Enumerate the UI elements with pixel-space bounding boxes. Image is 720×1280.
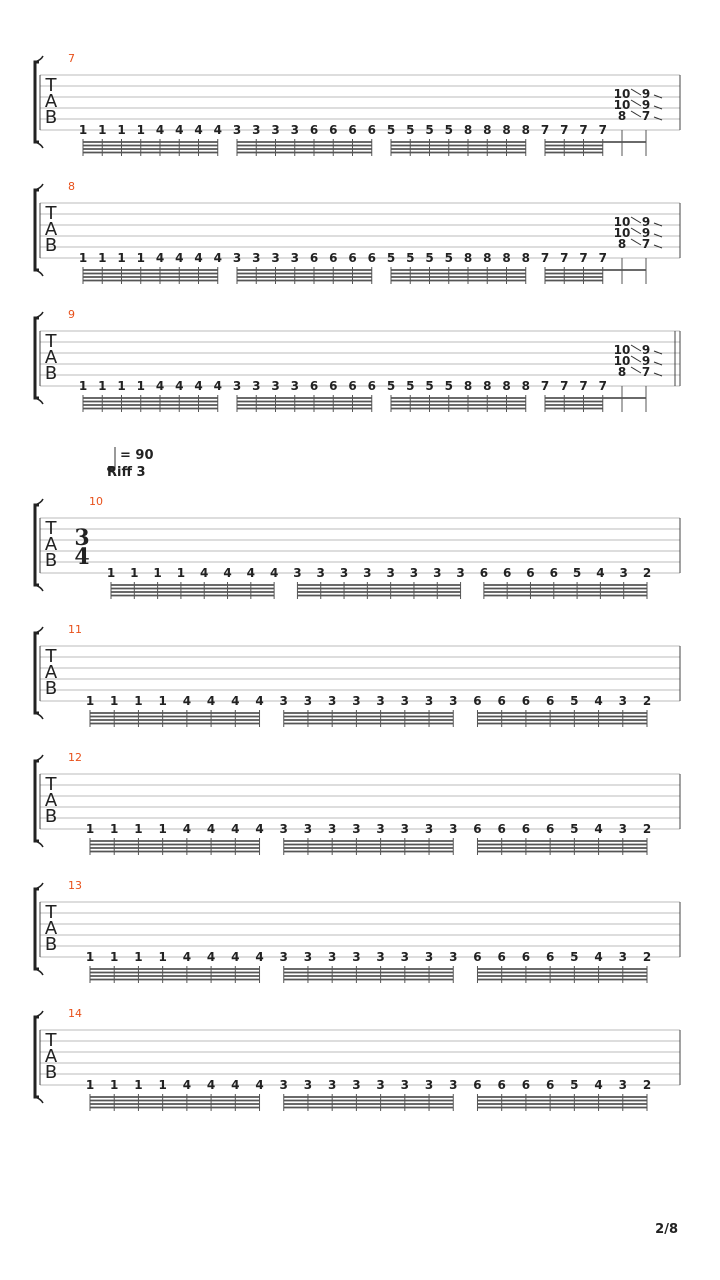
tab-note: 6: [545, 694, 555, 708]
tab-note: 4: [182, 1078, 192, 1092]
tab-note: 4: [206, 822, 216, 836]
tab-note: 6: [473, 950, 482, 964]
chord-fret: 8: [617, 237, 627, 251]
tab-clef-letter: A: [44, 1046, 58, 1067]
tab-note: 3: [400, 950, 410, 964]
slide-target-fret: 7: [641, 237, 651, 251]
tab-note: 3: [618, 950, 627, 964]
tab-note: 6: [329, 123, 338, 137]
tab-clef-letter: B: [44, 678, 58, 699]
tab-note: 3: [619, 566, 628, 580]
chord-fret: 10: [613, 343, 631, 357]
slide-mark: [631, 89, 641, 95]
slide-mark: [631, 367, 641, 373]
slide-target-fret: 9: [641, 354, 651, 368]
tab-note: 4: [206, 694, 216, 708]
tab-note: 4: [255, 950, 264, 964]
tab-clef-letter: T: [45, 203, 57, 224]
tab-note: 6: [521, 822, 531, 836]
tab-note: 5: [444, 251, 453, 265]
tab-note: 6: [348, 251, 357, 265]
tab-clef-letter: B: [44, 363, 58, 384]
tab-note: 1: [136, 123, 145, 137]
tab-note: 7: [540, 251, 550, 265]
tab-note: 6: [473, 1078, 482, 1092]
tab-note: 3: [386, 566, 395, 580]
tab-note: 3: [376, 1078, 385, 1092]
tab-note: 4: [594, 1078, 603, 1092]
tab-system: [35, 308, 680, 412]
tab-note: 1: [110, 694, 119, 708]
tab-note: 3: [252, 251, 261, 265]
tab-note: 8: [483, 123, 492, 137]
tab-note: 1: [85, 694, 95, 708]
tab-system: [35, 52, 680, 156]
tab-note: 6: [367, 251, 376, 265]
tab-note: 3: [232, 251, 242, 265]
tab-note: 4: [200, 566, 209, 580]
tab-note: 3: [424, 694, 434, 708]
tab-note: 1: [110, 822, 119, 836]
tempo-text: = 90: [120, 448, 154, 463]
tab-note: 7: [579, 251, 588, 265]
tab-note: 4: [155, 251, 165, 265]
tab-note: 4: [182, 950, 192, 964]
tab-note: 3: [303, 694, 313, 708]
tab-note: 5: [570, 950, 579, 964]
tab-note: 5: [425, 379, 434, 393]
slide-target-fret: 7: [641, 365, 651, 379]
tab-note: 4: [231, 950, 240, 964]
tab-note: 1: [117, 251, 126, 265]
tab-note: 8: [521, 379, 530, 393]
chord-fret: 8: [617, 365, 627, 379]
tab-note: 2: [642, 822, 652, 836]
tab-note: 4: [594, 822, 603, 836]
tab-note: 3: [449, 822, 458, 836]
tab-note: 1: [78, 123, 88, 137]
tab-note: 1: [158, 822, 167, 836]
tab-clef-letter: A: [44, 347, 58, 368]
tab-note: 4: [194, 251, 203, 265]
slide-mark: [631, 345, 641, 351]
tab-note: 7: [560, 123, 569, 137]
tab-note: 4: [194, 123, 203, 137]
tab-note: 5: [386, 379, 396, 393]
tab-note: 3: [316, 566, 325, 580]
tab-note: 2: [642, 694, 652, 708]
tab-note: 3: [352, 822, 361, 836]
tab-note: 6: [473, 822, 482, 836]
tab-note: 3: [400, 1078, 410, 1092]
tab-note: 4: [213, 251, 222, 265]
tab-note: 3: [279, 694, 288, 708]
tab-clef-letter: B: [44, 107, 58, 128]
tab-note: 6: [521, 950, 531, 964]
tab-clef-letter: B: [44, 1062, 58, 1083]
tab-note: 4: [231, 1078, 240, 1092]
tab-note: 3: [252, 379, 261, 393]
tab-note: 6: [521, 694, 531, 708]
tab-note: 5: [444, 379, 453, 393]
system-bracket: [35, 633, 39, 713]
tab-clef-letter: B: [44, 806, 58, 827]
tab-note: 3: [352, 950, 361, 964]
tab-note: 3: [327, 822, 337, 836]
chord-fret: 10: [613, 354, 631, 368]
system-bracket: [35, 505, 39, 585]
tab-note: 5: [570, 1078, 579, 1092]
tab-note: 6: [329, 251, 338, 265]
tab-note: 1: [98, 251, 107, 265]
tab-clef-letter: T: [45, 902, 57, 923]
tab-note: 5: [386, 123, 396, 137]
slide-target-fret: 9: [641, 98, 651, 112]
tab-note: 4: [182, 694, 192, 708]
tab-note: 2: [642, 566, 652, 580]
section-label: Riff 3: [107, 465, 146, 480]
tab-clef-letter: A: [44, 219, 58, 240]
tab-note: 8: [463, 379, 473, 393]
tab-note: 1: [134, 950, 143, 964]
tab-clef-letter: B: [44, 550, 58, 571]
tab-note: 3: [618, 1078, 627, 1092]
tab-note: 3: [449, 694, 458, 708]
tab-note: 1: [158, 694, 167, 708]
tab-note: 3: [290, 123, 299, 137]
tab-note: 4: [175, 251, 184, 265]
tab-note: 1: [78, 251, 88, 265]
chord-fret: 10: [613, 87, 631, 101]
tab-note: 4: [206, 1078, 216, 1092]
tab-note: 4: [596, 566, 605, 580]
tab-note: 4: [223, 566, 232, 580]
tab-note: 3: [252, 123, 261, 137]
measure-number: 13: [68, 879, 82, 892]
tab-note: 6: [329, 379, 338, 393]
tab-note: 1: [130, 566, 139, 580]
tab-note: 7: [598, 379, 607, 393]
tab-clef-letter: T: [45, 774, 57, 795]
tab-note: 6: [473, 694, 482, 708]
tab-note: 8: [502, 251, 511, 265]
tab-note: 5: [425, 251, 434, 265]
slide-mark: [631, 239, 641, 245]
tab-note: 6: [526, 566, 535, 580]
tab-note: 4: [594, 950, 603, 964]
tab-note: 6: [309, 379, 319, 393]
tab-note: 1: [110, 950, 119, 964]
tab-note: 2: [642, 1078, 652, 1092]
tab-note: 1: [136, 379, 145, 393]
tab-note: 3: [327, 694, 337, 708]
tab-note: 4: [175, 379, 184, 393]
tab-note: 4: [231, 822, 240, 836]
tab-note: 8: [483, 379, 492, 393]
system-bracket: [35, 318, 39, 398]
time-signature-denominator: 4: [74, 544, 90, 570]
tab-note: 7: [560, 379, 569, 393]
tab-note: 7: [598, 251, 607, 265]
tab-note: 1: [98, 379, 107, 393]
tab-note: 1: [136, 251, 145, 265]
tab-note: 8: [502, 379, 511, 393]
slide-target-fret: 9: [641, 343, 651, 357]
tab-note: 8: [521, 123, 530, 137]
tab-system: [35, 495, 680, 599]
tab-note: 3: [303, 822, 313, 836]
tab-note: 7: [579, 379, 588, 393]
system-bracket: [35, 1017, 39, 1097]
tab-note: 3: [433, 566, 442, 580]
tab-note: 8: [463, 251, 473, 265]
slide-mark: [631, 356, 641, 362]
measure-number: 9: [68, 308, 75, 321]
tab-note: 7: [540, 123, 550, 137]
tab-note: 3: [232, 379, 242, 393]
tab-note: 3: [327, 1078, 337, 1092]
tab-note: 6: [497, 1078, 506, 1092]
tab-note: 3: [618, 694, 627, 708]
tab-note: 4: [213, 123, 222, 137]
tab-note: 4: [155, 379, 165, 393]
tab-clef-letter: T: [45, 646, 57, 667]
tab-clef-letter: T: [45, 518, 57, 539]
tab-note: 6: [309, 251, 319, 265]
tab-note: 8: [463, 123, 473, 137]
tab-note: 7: [560, 251, 569, 265]
tab-note: 3: [376, 950, 385, 964]
tab-note: 3: [303, 1078, 313, 1092]
tab-note: 3: [303, 950, 313, 964]
slide-target-fret: 9: [641, 215, 651, 229]
slide-target-fret: 9: [641, 87, 651, 101]
tab-note: 3: [352, 694, 361, 708]
tab-note: 1: [134, 694, 143, 708]
tab-system: [35, 1007, 680, 1111]
page-number: 2/8: [655, 1222, 678, 1237]
tab-note: 1: [117, 379, 126, 393]
tab-note: 1: [78, 379, 88, 393]
tab-note: 5: [425, 123, 434, 137]
tab-note: 3: [618, 822, 627, 836]
tab-note: 4: [213, 379, 222, 393]
tab-clef-letter: A: [44, 91, 58, 112]
tab-note: 3: [279, 1078, 288, 1092]
tab-note: 3: [290, 379, 299, 393]
tab-note: 5: [570, 694, 579, 708]
tab-note: 4: [269, 566, 279, 580]
chord-fret: 10: [613, 215, 631, 229]
tab-note: 1: [106, 566, 116, 580]
tab-note: 6: [545, 822, 555, 836]
tab-note: 3: [400, 822, 410, 836]
slide-mark: [631, 111, 641, 117]
tab-note: 4: [206, 950, 216, 964]
tab-note: 7: [579, 123, 588, 137]
tab-system: [35, 623, 680, 727]
tab-note: 6: [348, 379, 357, 393]
tab-clef-letter: A: [44, 790, 58, 811]
tab-note: 5: [406, 379, 415, 393]
tab-note: 3: [339, 566, 349, 580]
tab-note: 1: [176, 566, 186, 580]
tab-note: 3: [449, 1078, 458, 1092]
tab-note: 3: [456, 566, 465, 580]
tab-note: 4: [231, 694, 240, 708]
tab-note: 4: [175, 123, 184, 137]
tab-note: 3: [279, 822, 288, 836]
tab-note: 1: [98, 123, 107, 137]
tab-note: 2: [642, 950, 652, 964]
tab-note: 4: [246, 566, 256, 580]
tab-note: 5: [386, 251, 396, 265]
tab-note: 6: [545, 950, 555, 964]
tab-note: 1: [153, 566, 162, 580]
tab-note: 6: [367, 123, 376, 137]
tab-note: 1: [134, 822, 143, 836]
tab-note: 6: [497, 822, 506, 836]
chord-fret: 8: [617, 109, 627, 123]
slide-target-fret: 9: [641, 226, 651, 240]
tab-note: 3: [327, 950, 337, 964]
tab-note: 5: [570, 822, 579, 836]
chord-fret: 10: [613, 226, 631, 240]
tab-note: 3: [409, 566, 419, 580]
tab-note: 7: [540, 379, 550, 393]
tab-clef-letter: B: [44, 235, 58, 256]
tab-system: [35, 879, 680, 983]
tab-note: 8: [521, 251, 530, 265]
tab-note: 6: [367, 379, 376, 393]
tab-clef-letter: B: [44, 934, 58, 955]
tab-note: 6: [497, 694, 506, 708]
tab-note: 3: [424, 822, 434, 836]
tab-note: 4: [594, 694, 603, 708]
tab-note: 3: [376, 822, 385, 836]
tab-note: 3: [232, 123, 242, 137]
tab-system: [35, 180, 680, 284]
tab-note: 1: [85, 822, 95, 836]
tab-system: [35, 751, 680, 855]
tab-note: 3: [400, 694, 410, 708]
tab-note: 3: [290, 251, 299, 265]
tab-clef-letter: A: [44, 662, 58, 683]
tab-note: 4: [194, 379, 203, 393]
system-bracket: [35, 889, 39, 969]
slide-target-fret: 7: [641, 109, 651, 123]
measure-number: 11: [68, 623, 82, 636]
tab-note: 1: [110, 1078, 119, 1092]
tab-note: 3: [424, 950, 434, 964]
tab-note: 4: [255, 694, 264, 708]
tab-note: 3: [271, 123, 280, 137]
tab-note: 1: [134, 1078, 143, 1092]
tab-note: 8: [483, 251, 492, 265]
measure-number: 8: [68, 180, 75, 193]
system-bracket: [35, 62, 39, 142]
system-bracket: [35, 190, 39, 270]
tab-note: 4: [155, 123, 165, 137]
tab-note: 3: [271, 379, 280, 393]
tab-note: 4: [182, 822, 192, 836]
tab-note: 1: [117, 123, 126, 137]
tab-clef-letter: T: [45, 75, 57, 96]
tab-note: 1: [158, 950, 167, 964]
tab-note: 4: [255, 822, 264, 836]
tab-note: 3: [363, 566, 372, 580]
tab-clef-letter: A: [44, 534, 58, 555]
tab-note: 3: [271, 251, 280, 265]
slide-mark: [631, 217, 641, 223]
tab-note: 5: [406, 123, 415, 137]
slide-mark: [631, 100, 641, 106]
time-signature-numerator: 3: [74, 525, 90, 551]
system-bracket: [35, 761, 39, 841]
tab-note: 1: [85, 1078, 95, 1092]
tab-note: 3: [293, 566, 302, 580]
measure-number: 10: [89, 495, 103, 508]
tab-note: 3: [376, 694, 385, 708]
tab-note: 6: [479, 566, 489, 580]
tab-clef-letter: T: [45, 331, 57, 352]
tab-note: 1: [85, 950, 95, 964]
tab-note: 6: [545, 1078, 555, 1092]
tab-note: 3: [352, 1078, 361, 1092]
tab-clef-letter: T: [45, 1030, 57, 1051]
measure-number: 14: [68, 1007, 82, 1020]
chord-fret: 10: [613, 98, 631, 112]
tab-note: 4: [255, 1078, 264, 1092]
tab-note: 5: [444, 123, 453, 137]
tab-note: 6: [497, 950, 506, 964]
tab-note: 1: [158, 1078, 167, 1092]
tab-note: 6: [502, 566, 512, 580]
tab-note: 3: [449, 950, 458, 964]
tab-note: 5: [406, 251, 415, 265]
slide-mark: [631, 228, 641, 234]
tab-note: 6: [348, 123, 357, 137]
measure-number: 12: [68, 751, 82, 764]
tab-note: 3: [279, 950, 288, 964]
tab-note: 7: [598, 123, 607, 137]
tab-note: 6: [521, 1078, 531, 1092]
tab-note: 6: [309, 123, 319, 137]
tab-note: 3: [424, 1078, 434, 1092]
measure-number: 7: [68, 52, 75, 65]
tab-note: 8: [502, 123, 511, 137]
tab-note: 5: [572, 566, 582, 580]
tab-note: 6: [549, 566, 558, 580]
tab-clef-letter: A: [44, 918, 58, 939]
